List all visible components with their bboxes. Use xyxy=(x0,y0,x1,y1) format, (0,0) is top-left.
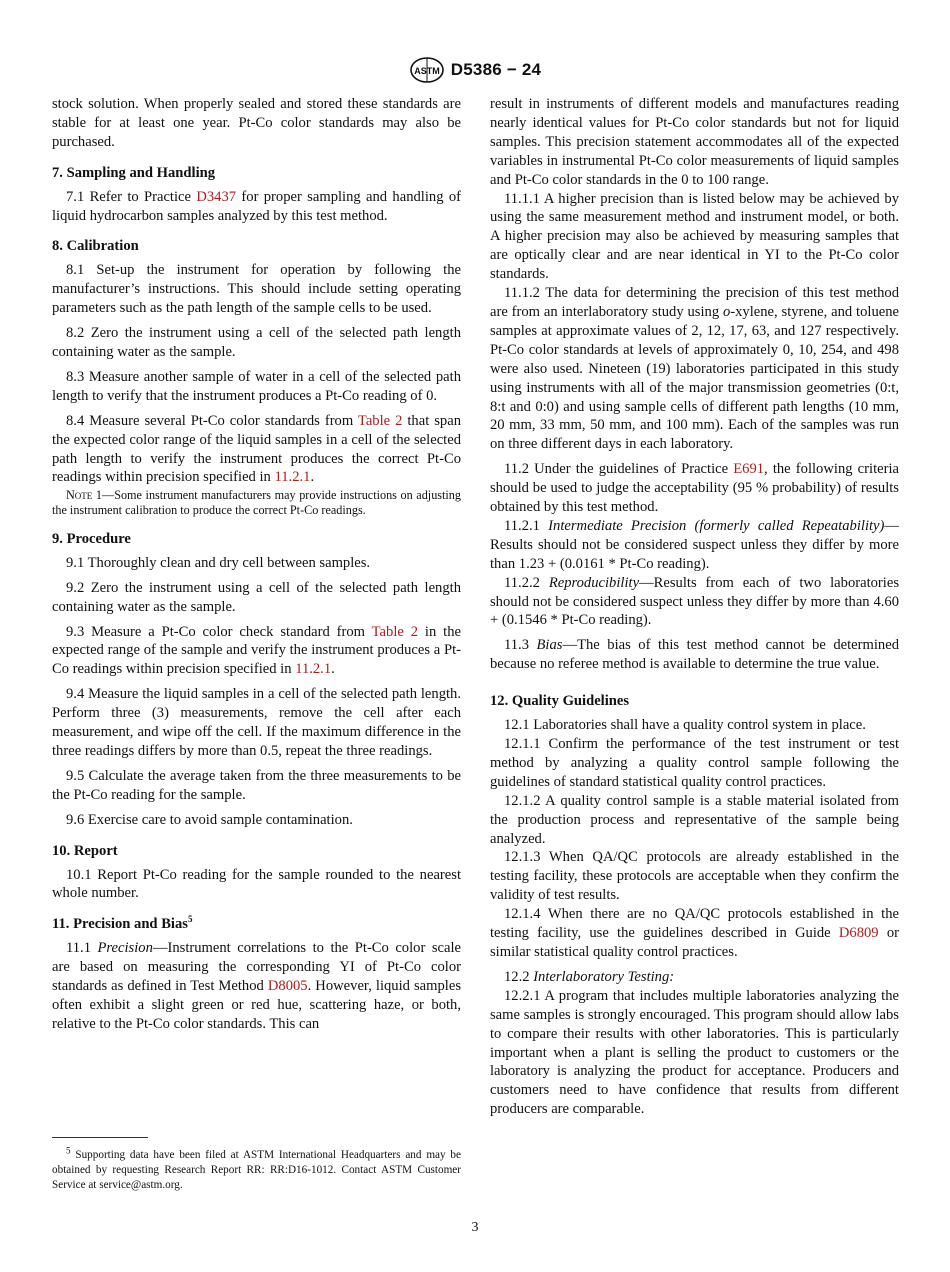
reference-link[interactable]: E691 xyxy=(733,461,765,478)
reference-link[interactable]: D8005 xyxy=(267,978,308,995)
page-header xyxy=(0,56,950,89)
footnote-divider xyxy=(52,1137,148,1138)
footnote: $^5$ Supporting data have been filed at ASTM International Headquarters and may be obtained by requesting Research Report RR: RR:D16-1012. Contact ASTM Customer Service at service@astm.org. xyxy=(52,1145,461,1191)
section-heading: 7. Sampling and Handling xyxy=(52,164,216,181)
paragraph: 11.1.2 The data for determining the precision of this test method are from an interlaboratory study using o-xylene, styrene, and toluene samples at approximate values of 2, 12, 17, 63, and 127 respectively. Pt-Co color standards at levels of approximately 0, 10, 254, and 498 were also used. Nineteen (19) laboratories participated in this study using instruments with all of the major transmission geometries (0:t, 8:t and 0:0) and using sample cells of different path lengths (10 mm, 20 mm, 33 mm, 50 mm, and 100 mm). Each of the samples was run on three different days in each laboratory. xyxy=(490,285,900,453)
section-heading: 10. Report xyxy=(52,842,118,859)
paragraph: 12.2 Interlaboratory Testing: xyxy=(504,968,675,985)
section-heading: 11. Precision and Bias$^5$ xyxy=(52,914,193,933)
paragraph: 9.5 Calculate the average taken from the three measurements to be the Pt-Co reading for the sample. xyxy=(52,767,461,803)
paragraph: 9.2 Zero the instrument using a cell of the selected path length containing water as the sample. xyxy=(52,579,461,615)
paragraph: 11.2.2 Reproducibility—Results from each of two laboratories should not be considered suspect unless they differ by more than 4.60 + (0.1546 * Pt-Co reading). xyxy=(490,574,899,629)
right-column xyxy=(490,95,899,1119)
footnote-marker[interactable]: 5 xyxy=(187,914,193,925)
paragraph: 12.1.4 When there are no QA/QC protocols established in the testing facility, use the guidelines described in Guide D6809 or similar statistical quality control practices. xyxy=(490,906,899,960)
paragraph: 8.2 Zero the instrument using a cell of the selected path length containing water as the sample. xyxy=(52,325,461,360)
paragraph: 12.1.1 Confirm the performance of the test instrument or test method by analyzing a quality control sample following the guidelines of standard statistical quality control practices. xyxy=(490,736,899,790)
reference-link[interactable]: D3437 xyxy=(196,188,237,205)
reference-link[interactable]: 11.2.1 xyxy=(295,661,332,678)
paragraph: 8.3 Measure another sample of water in a cell of the selected path length to verify that the instrument produces a Pt-Co reading of 0. xyxy=(52,368,461,404)
paragraph: result in instruments of different models and manufactures reading nearly identical values for Pt-Co color standards but not for liquid samples. This precision statement accommodates all of the expected variables in instrumental Pt-Co color measurements of liquid samples and Pt-Co color standards in the 0 to 100 range. xyxy=(490,96,899,188)
paragraph: 11.1 Precision—Instrument correlations to the Pt-Co color scale are based on measuring the corresponding YI of Pt-Co color standards as defined in Test Method D8005. However, liquid samples often exhibit a slight green or red hue, scattering haze, or both, relative to the Pt-Co color standards. This can xyxy=(52,940,461,1032)
note: Note 1—Some instrument manufacturers may provide instructions on adjusting the instrument calibration to produce the correct Pt-Co readings. xyxy=(52,488,461,518)
paragraph: 11.3 Bias—The bias of this test method cannot be determined because no referee method is available to determine the true value. xyxy=(490,637,899,673)
page-number: 3 xyxy=(471,1220,479,1235)
paragraph: 7.1 Refer to Practice D3437 for proper sampling and handling of liquid hydrocarbon samples analyzed by this test method. xyxy=(52,188,461,224)
reference-link[interactable]: 11.2.1 xyxy=(274,469,311,486)
section-heading: 12. Quality Guidelines xyxy=(490,693,630,710)
svg-text:ASTM: ASTM xyxy=(414,66,440,76)
document-id: D5386 − 24 xyxy=(450,60,542,79)
astm-logo-icon xyxy=(409,56,445,84)
paragraph: 8.1 Set-up the instrument for operation by following the manufacturer’s instructions. This should include setting operating parameters such as the path length of the sample cells to be used. xyxy=(52,262,461,317)
paragraph: 11.2 Under the guidelines of Practice E691, the following criteria should be used to judge the acceptability (95 % probability) of results obtained by this test method. xyxy=(490,461,899,516)
paragraph: 9.6 Exercise care to avoid sample contamination. xyxy=(66,811,353,828)
paragraph: 10.1 Report Pt-Co reading for the sample rounded to the nearest whole number. xyxy=(52,866,461,902)
paragraph: 9.3 Measure a Pt-Co color check standard from Table 2 in the expected range of the sample and verify the instrument produces a Pt-Co readings within precision specified in 11.2.1. xyxy=(52,623,461,678)
paragraph: stock solution. When properly sealed and stored these standards are stable for at least one year. Pt-Co color standards may also be purchased. xyxy=(52,96,461,150)
section-heading: 8. Calibration xyxy=(52,238,139,255)
reference-link[interactable]: Table 2 xyxy=(357,412,403,429)
paragraph: 9.1 Thoroughly clean and dry cell between samples. xyxy=(66,554,371,571)
paragraph: 8.4 Measure several Pt-Co color standards from Table 2 that span the expected color range of the liquid samples in a cell of the selected path length to verify the instrument produces the correct Pt-Co readings within precision specified in 11.2.1. xyxy=(52,412,461,486)
left-column xyxy=(52,95,461,1034)
reference-link[interactable]: Table 2 xyxy=(371,623,419,640)
section-heading: 9. Procedure xyxy=(52,530,131,547)
paragraph: 9.4 Measure the liquid samples in a cell of the selected path length. Perform three (3) measurements, remove the cell after each measurement, and wipe off the cell. If the maximum difference in the three readings differs by more than 0.5, repeat the three readings. xyxy=(52,686,461,759)
paragraph: 11.2.1 Intermediate Precision (formerly called Repeatability)—Results should not be considered suspect unless they differ by more than 1.23 + (0.0161 * Pt-Co reading). xyxy=(490,517,899,572)
paragraph: 12.1.2 A quality control sample is a stable material isolated from the production process and representative of the sample being analyzed. xyxy=(490,792,899,847)
paragraph: 12.2.1 A program that includes multiple laboratories analyzing the same samples is strongly encouraged. This program should allow labs to compare their results with other laboratories. This is particularly important when a plant is selling the product to customers or the laboratory is analyzing the product for acceptance. Producers and customers need to have confidence that results from different producers are comparable. xyxy=(490,987,899,1118)
paragraph: 12.1.3 When QA/QC protocols are already established in the testing facility, these protocols are acceptable when they confirm the validity of test results. xyxy=(490,849,899,904)
paragraph: 11.1.1 A higher precision than is listed below may be achieved by using the same measurement method and instrument model, or both. A higher precision may also be achieved by measuring samples that are optically clear and are near identical in YI to the Pt-Co color standards. xyxy=(490,190,899,283)
paragraph: 12.1 Laboratories shall have a quality control system in place. xyxy=(504,717,866,734)
reference-link[interactable]: D6809 xyxy=(838,925,879,942)
